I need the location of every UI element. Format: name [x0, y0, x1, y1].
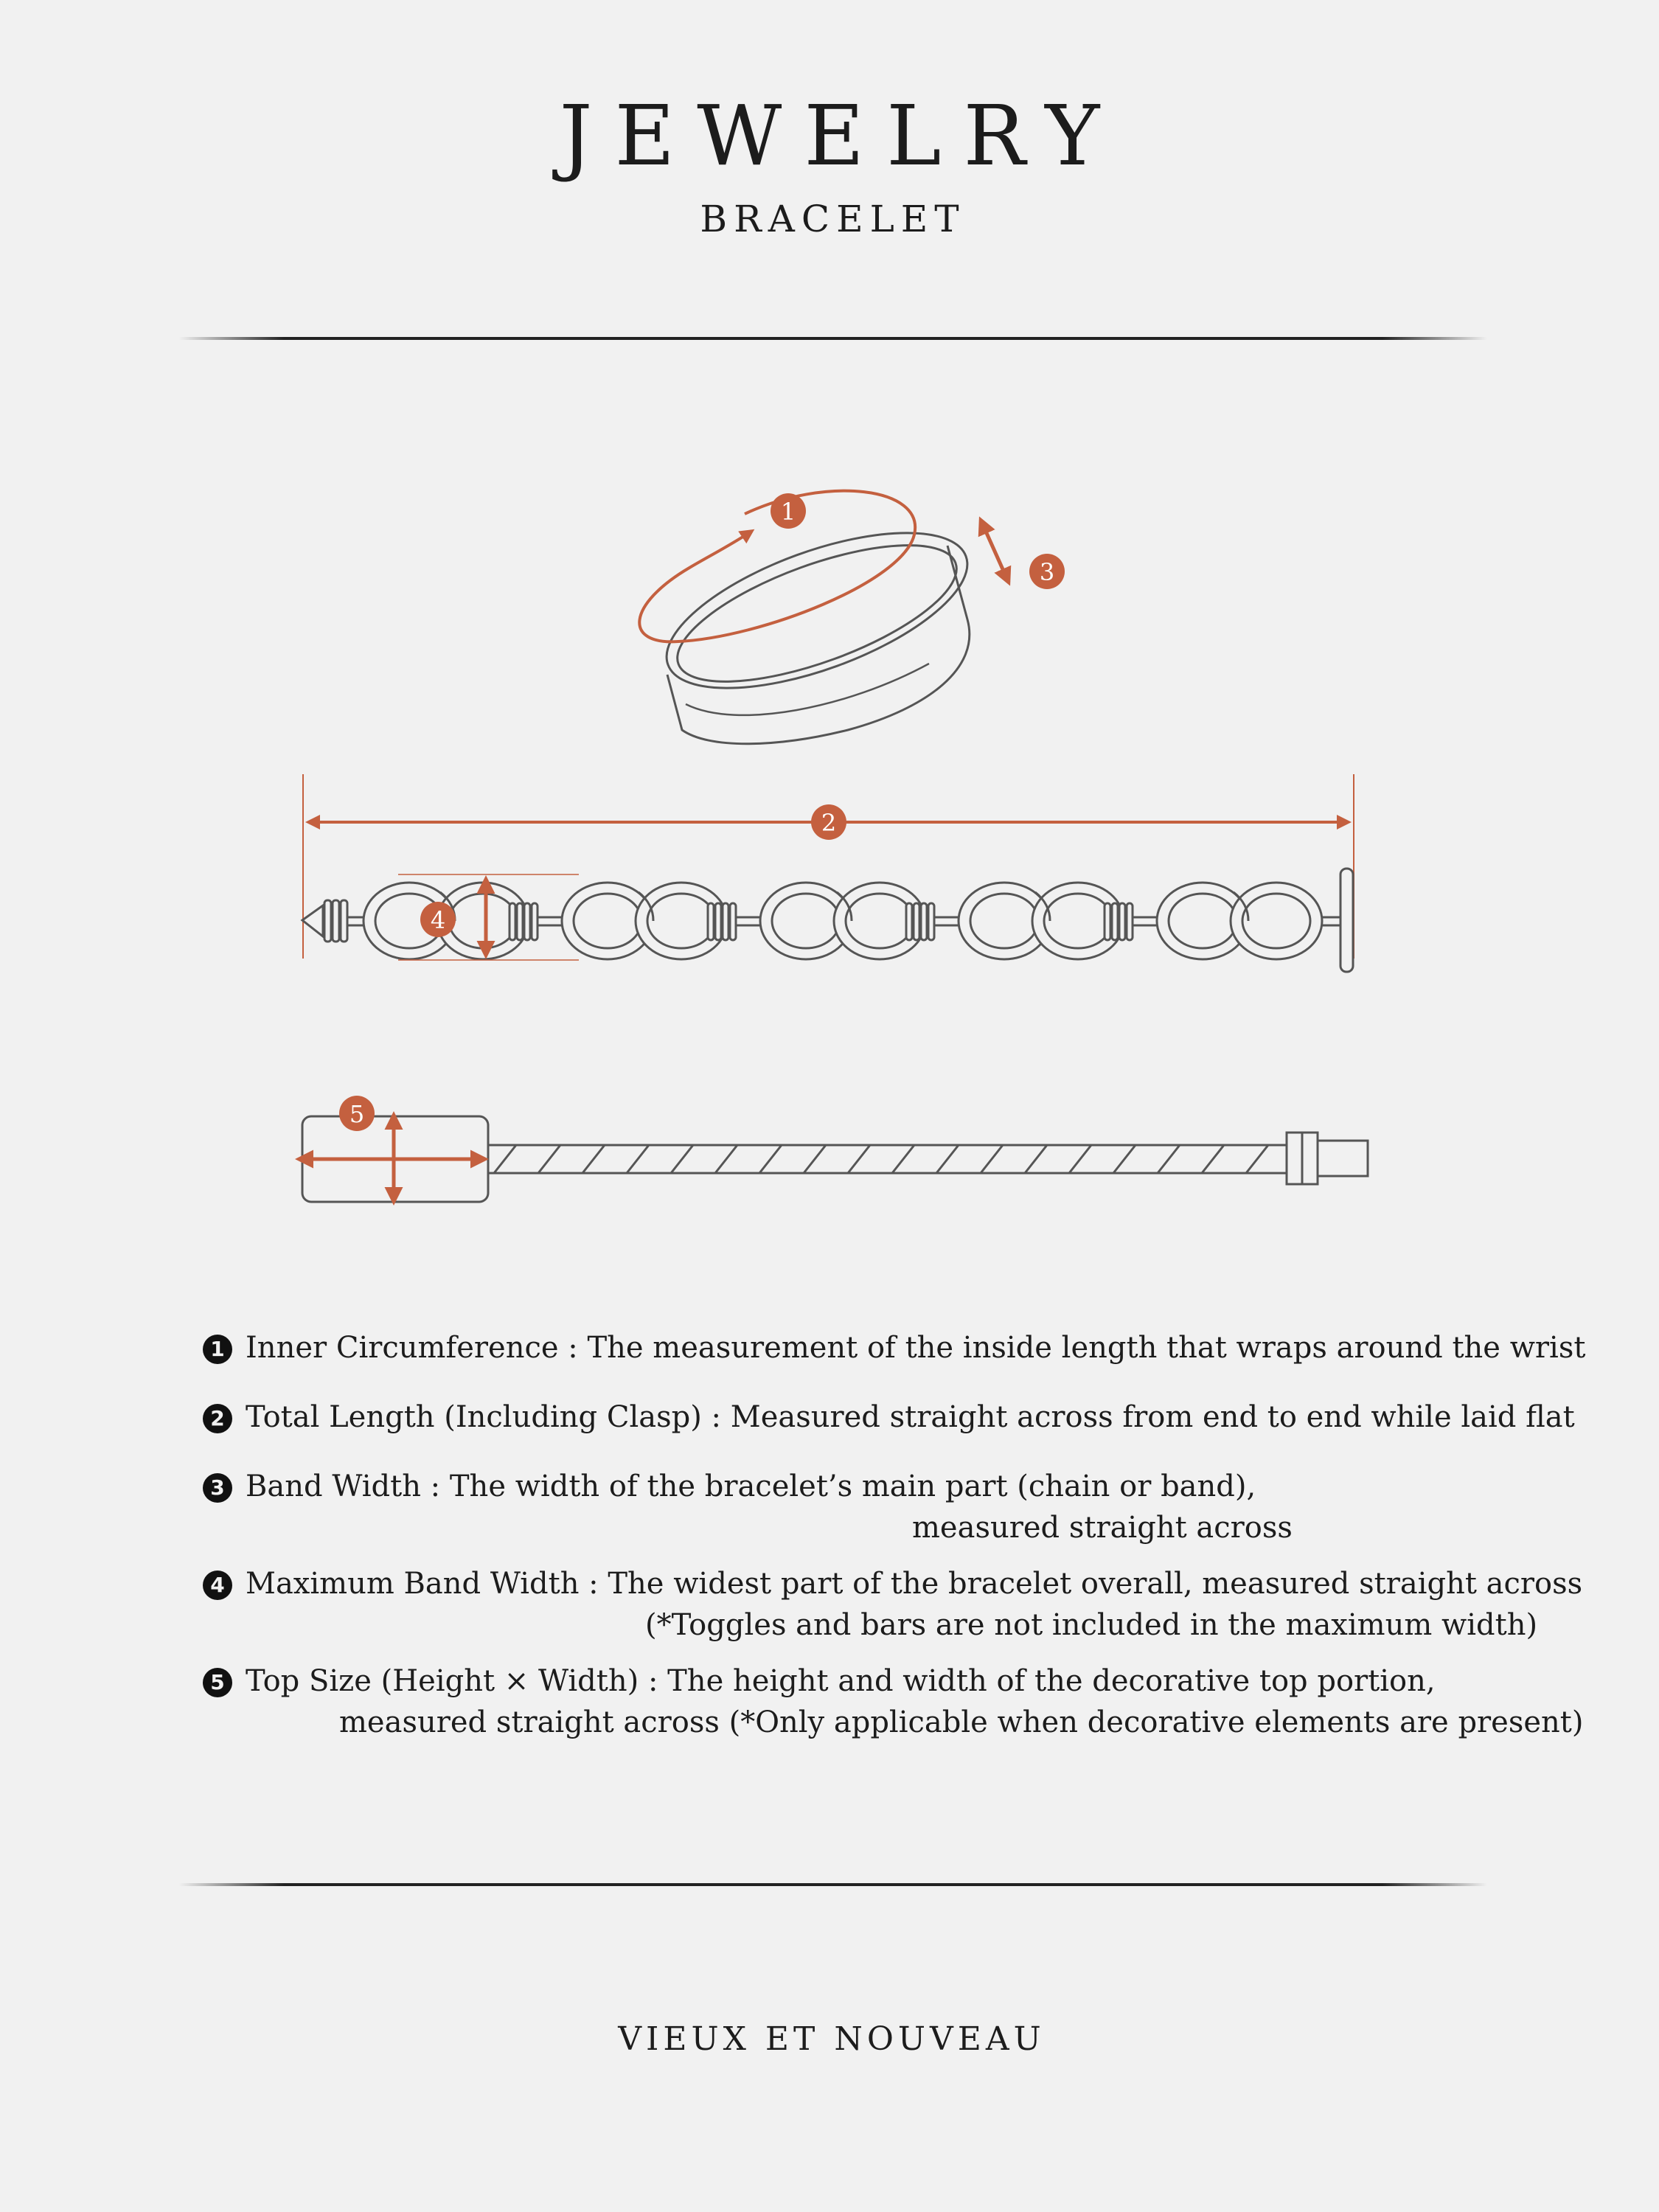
- legend-text-continued: (*Toggles and bars are not included in the maximum width): [645, 1608, 1538, 1642]
- marker-2: [811, 804, 846, 840]
- marker-1: [771, 493, 806, 529]
- legend-item-inner-circumference: [203, 1327, 1585, 1368]
- legend-number: 4: [203, 1571, 232, 1600]
- svg-text:5: 5: [349, 1100, 365, 1128]
- legend-number: 3: [203, 1473, 232, 1503]
- page-title: JEWELRY: [559, 88, 1122, 184]
- svg-text:2: 2: [821, 809, 837, 837]
- marker-4: [420, 902, 456, 937]
- legend-number: 1: [203, 1335, 232, 1364]
- legend-item-top-size: [203, 1660, 1583, 1743]
- legend-item-max-band-width: [203, 1563, 1582, 1646]
- legend-text: Inner Circumference : The measurement of the inside length that wraps around the wrist: [246, 1331, 1586, 1365]
- legend-item-band-width: [203, 1466, 1293, 1548]
- marker-3: [1029, 554, 1065, 589]
- legend-text: Top Size (Height × Width) : The height and width of the decorative top portion,: [246, 1664, 1436, 1698]
- bangle-illustration: [648, 501, 987, 743]
- band-width-arrow: [981, 520, 1009, 582]
- marker-5: [339, 1096, 375, 1131]
- legend-item-total-length: [203, 1397, 1575, 1438]
- legend-text: Band Width : The width of the bracelet’s main part (chain or band),: [246, 1470, 1256, 1503]
- svg-text:3: 3: [1039, 558, 1055, 586]
- legend-number: 2: [203, 1404, 232, 1433]
- legend-text-continued: measured straight across (*Only applicable when decorative elements are present): [339, 1705, 1584, 1739]
- legend-text: Total Length (Including Clasp) : Measured straight across from end to end while laid flat: [246, 1400, 1575, 1434]
- brand-name: VIEUX ET NOUVEAU: [618, 2020, 1046, 2058]
- svg-text:1: 1: [780, 498, 796, 526]
- chain-bracelet-illustration: [302, 869, 1353, 972]
- legend-text: Maximum Band Width : The widest part of the bracelet overall, measured straight across: [246, 1567, 1583, 1601]
- legend-number: 5: [203, 1668, 232, 1697]
- page-subtitle: BRACELET: [700, 198, 966, 240]
- legend-text-continued: measured straight across: [912, 1511, 1293, 1545]
- bottom-divider: [179, 1883, 1487, 1886]
- svg-text:4: 4: [430, 906, 446, 934]
